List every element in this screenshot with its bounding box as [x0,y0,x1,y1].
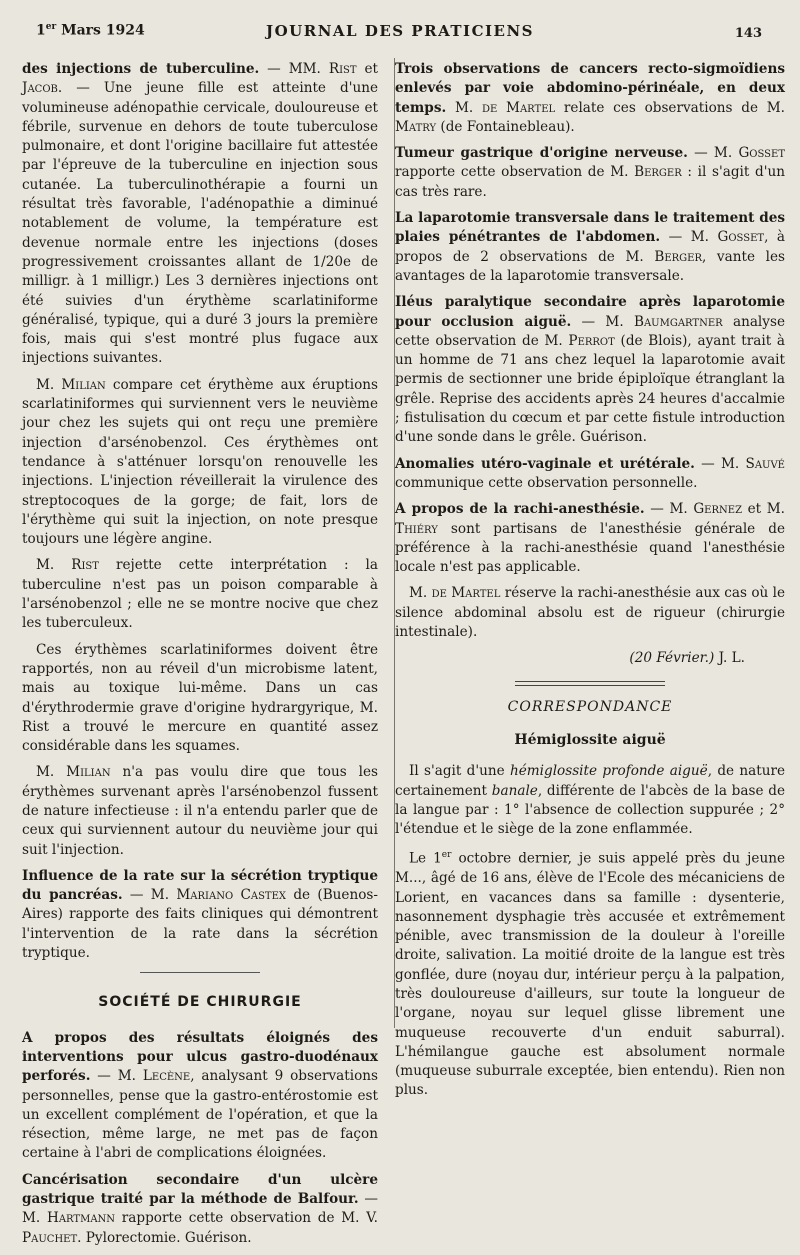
article-cancerisation-ulcere: Cancérisation secondaire d'un ulcère gastrique traité par la méthode de Balfour. — M. Hartmann rapporte cette observation de M. V. Pauchet. Pylorectomie. Guérison. [22,1171,379,1246]
paragraph-hemiglossite-intro: Il s'agit d'une hémiglossite profonde aiguë, de nature certainement banale, différente de l'abcès de la base de la langue par : 1° l'absence de collection suppurée ; 2° l'étendue et le siège de la zone enflammée. [395,763,785,838]
paragraph-erythemes: Ces érythèmes scarlatiniformes doivent être rapportés, non au réveil d'un microbisme latent, mais au toxique lui-même. Dans un cas d'érythrodermie grave d'origine hydrargyrique, M. Rist a trouvé le mercure en quantité assez considérable dans les squames. [22,641,378,755]
article-injections-tuberculine: des injections de tuberculine. — MM. Rist et Jacob. — Une jeune fille est atteinte d'une volumineuse adénopathie cervicale, douloureuse et fébrile, survenue en dehors de toute tuberculose pulmonaire, et dont l'origine bacillaire fut attestée par l'épreuve de la tuberculine en injection sous cutanée. La tuberculinothérapie a fourni un résultat très favorable, l'adénopathie a diminué notablement de volume, la température est devenue normale entre les injections (doses progressivement croissantes allant de 1/20e de milligr. à 1 milligr.) Les 3 dernières injections ont été suivies d'un érythème scarlatiniforme généralisé, typique, qui a duré 3 jours la première fois, mais qui s'est montré plus fugace aux injections suivantes. [22,61,379,367]
signature-line: (20 Février.) J. L. [629,650,745,667]
page-header [28,22,772,44]
paragraph-hemiglossite-case: Le 1er octobre dernier, je suis appelé près du jeune M..., âgé de 16 ans, élève de l'Ecole des mécaniciens de Lorient, en vacances dans sa famille : dysenterie, nasonnement dysphagie très accusée et extrêmement pénible, avec transmission de la douleur à l'oreille droite, salivation. La moitié droite de la langue est très gonflée, dure (noyau dur, intérieur perçu à la palpation, très douloureuse d'ailleurs, sur toute la longueur de l'organe, noyau sur lequel glisse librement une muqueuse recouverte d'un enduit saburral). L'hémilangue gauche est absolument normale (muqueuse suburrale exceptée, bien entendu). Rien non plus. [395,850,785,1099]
separator-rule [140,972,260,973]
article-rachi-anesthesie: A propos de la rachi-anesthésie. — M. Gernez et M. Thiéry sont partisans de l'anesthésie générale de préférence à la rachi-anesthésie quand l'anesthésie locale n'est pas applicable. [395,501,785,576]
article-title-hemiglossite: Hémiglossite aiguë [514,731,666,748]
issue-date: 1er Mars 1924 [36,22,145,39]
article-laparotomie-transversale: La laparotomie transversale dans le traitement des plaies pénétrantes de l'abdomen. — M. Gosset, à propos de 2 observations de M. Berger, vante les avantages de la laparotomie transversale. [395,210,785,284]
article-tumeur-gastrique: Tumeur gastrique d'origine nerveuse. — M. Gosset rapporte cette observation de M. Berger : il s'agit d'un cas très rare. [395,145,785,200]
left-column [22,60,378,1255]
article-ulcus-perfores: A propos des résultats éloignés des interventions pour ulcus gastro-duodénaux perforés. — M. Lecène, analysant 9 observations personnelles, pense que la gastro-entérostomie est un excellent complément de l'opération, et que la résection, même large, ne met pas de façon certaine à l'abri de complications éloignées. [22,1029,378,1162]
article-ileus-paralytique: Iléus paralytique secondaire après laparotomie pour occlusion aiguë. — M. Baumgartner analyse cette observation de M. Perrot (de Blois), ayant trait à un homme de 71 ans chez lequel la laparotomie avait permis de sectionner une bride épiploïque étranglant la grêle. Reprise des accidents après 24 heures d'accalmie ; fistulisation du cœcum et par cette fistule introduction d'une sonde dans le grêle. Guérison. [395,294,785,446]
article-influence-rate: Influence de la rate sur la sécrétion tryptique du pancréas. — M. Mariano Castex de (Buenos-Aires) rapporte des faits cliniques qui démontrent l'intervention de la rate dans la sécrétion tryptique. [22,867,378,962]
paragraph-de-martel-reserve: M. de Martel réserve la rachi-anesthésie aux cas où le silence abdominal absolu est de rigueur (chirurgie intestinale). [395,585,786,641]
paragraph-rist-rejette: M. Rist rejette cette interprétation : la tuberculine n'est pas un poison comparable à l'arsénobenzol ; elle ne se montre nocive que chez les tuberculeux. [22,557,378,632]
journal-title: JOURNAL DES PRATICIENS [266,22,534,40]
double-separator-rule [515,681,665,686]
paragraph-milian-compare: M. Milian compare cet érythème aux éruptions scarlatiniformes qui surviennent vers le neuvième jour chez les sujets qui ont reçu une première injection d'arsénobenzol. Ces érythèmes ont tendance à s'atténuer lorsqu'on renouvelle les injections. L'injection réveillerait la virulence des streptocoques de la gorge; de fait, lors de l'érythème qui suit la injection, on note presque toujours une légère angine. [22,376,379,548]
section-title-correspondance: CORRESPONDANCE [507,698,673,715]
right-column [395,60,785,1108]
article-cancers-recto-sigmoidiens: Trois observations de cancers recto-sigmoïdiens enlevés par voie abdomino-périnéale, en deux temps. M. de Martel relate ces observations de M. Matry (de Fontainebleau). [395,61,785,135]
paragraph-milian-reply: M. Milian n'a pas voulu dire que tous les érythèmes survenant après l'arsénobenzol fussent de nature infectieuse : il n'a entendu parler que de ceux qui surviennent autour du neuvième jour qui suit l'injection. [22,764,378,858]
article-anomalies-utero-vaginale: Anomalies utéro-vaginale et urétérale. — M. Sauvé communique cette observation personnelle. [395,455,785,491]
section-title-chirurgie: SOCIÉTÉ DE CHIRURGIE [98,994,302,1011]
page-number: 143 [734,26,762,41]
